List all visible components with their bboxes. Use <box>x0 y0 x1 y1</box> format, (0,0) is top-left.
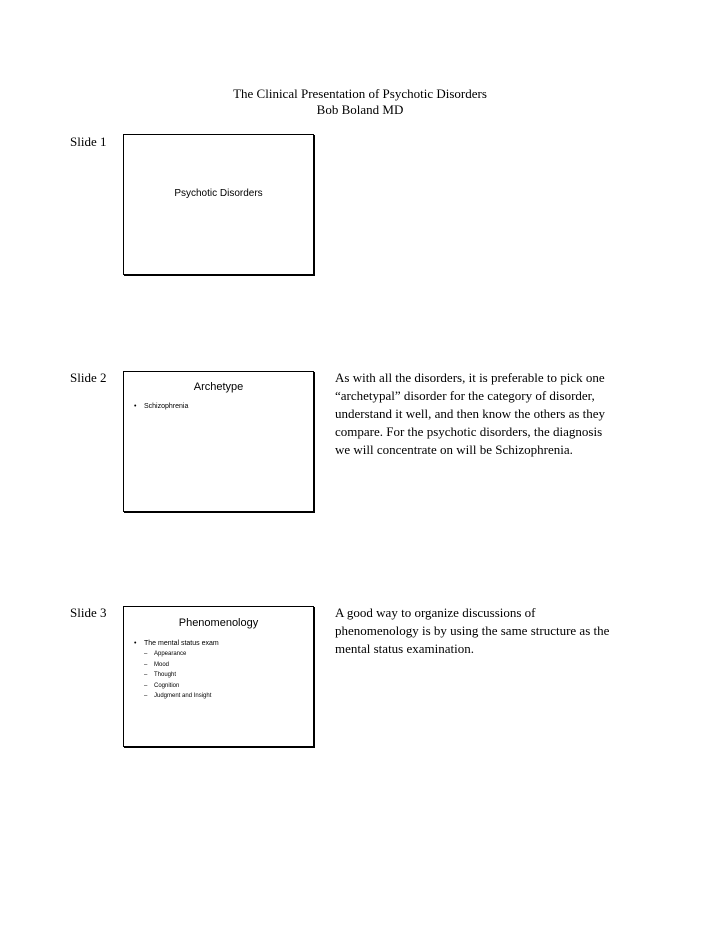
slide-3-bullet-list <box>134 639 307 702</box>
slide-3-subbullet-mood: – Mood <box>134 660 307 671</box>
slide-3-label: Slide 3 <box>70 605 107 620</box>
slide-3-subbullet-judgment: – Judgment and Insight <box>134 691 307 702</box>
slide-1-thumbnail <box>123 134 314 275</box>
slide-3-title: Phenomenology <box>178 617 259 629</box>
document-title: The Clinical Presentation of Psychotic Disorders <box>233 86 487 101</box>
slide-2-bullet: • Schizophrenia <box>134 402 307 412</box>
slide-2-notes: As with all the disorders, it is preferable to pick one “archetypal” disorder for the category of disorder, understand it well, and then know the others as they compare. For the psychotic disorders, the diagnosis we will concentrate on will be Schizophrenia. <box>335 370 606 457</box>
slide-3-subbullet-appearance: – Appearance <box>134 649 307 660</box>
slide-1-title: Psychotic Disorders <box>174 188 263 199</box>
slide-1-label: Slide 1 <box>70 134 107 149</box>
slide-3-subbullet-thought: – Thought <box>134 670 307 681</box>
slide-3-thumbnail <box>123 606 314 747</box>
slide-2-title: Archetype <box>193 381 244 393</box>
slide-2-thumbnail <box>123 371 314 512</box>
slide-3-bullet: • The mental status exam <box>134 639 307 649</box>
slide-2-bullet-list <box>134 402 307 412</box>
document-author: Bob Boland MD <box>316 102 404 117</box>
document-header <box>0 86 720 118</box>
slide-3-notes: A good way to organize discussions of phenomenology is by using the same structure as the mental status examination. <box>335 605 610 656</box>
slide-2-label: Slide 2 <box>70 370 107 385</box>
slide-3-subbullet-cognition: – Cognition <box>134 681 307 692</box>
